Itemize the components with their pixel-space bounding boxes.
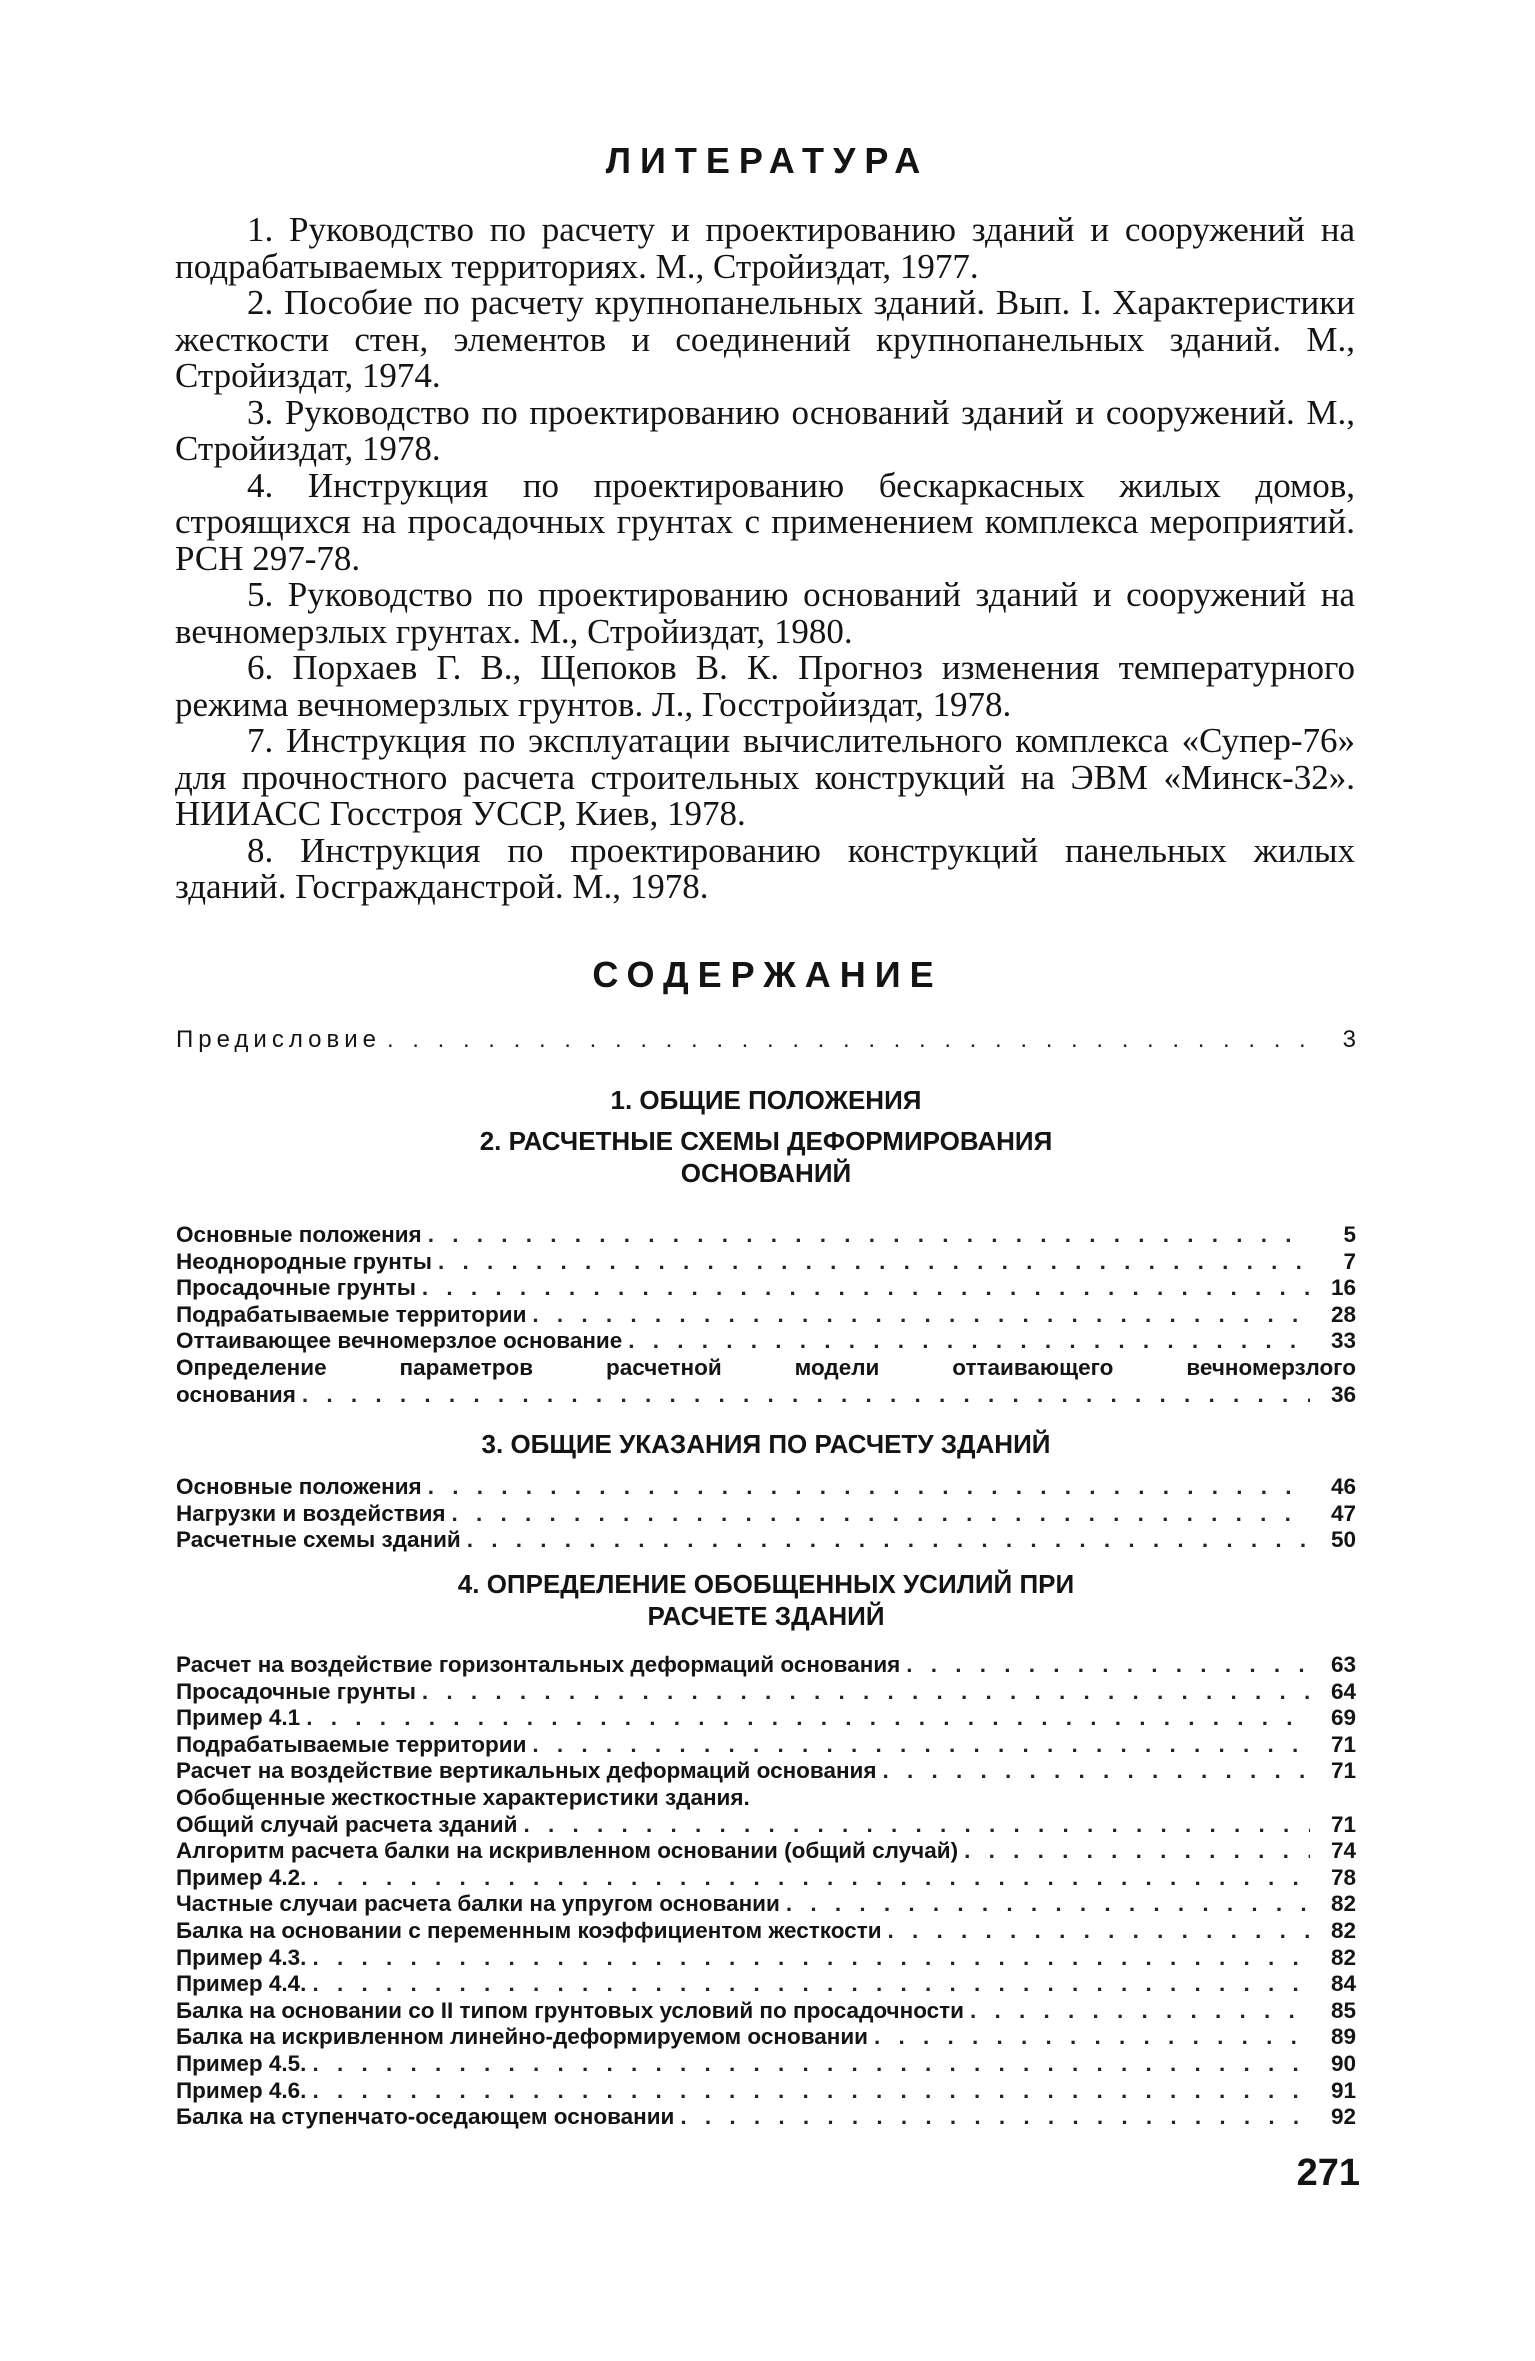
toc-entry-label: Пример 4.3. [176,1944,307,1970]
toc-entry-label: Пример 4.2. [176,1864,307,1890]
toc-entry[interactable] [176,1275,1356,1302]
toc-entry-label: Пример 4.4. [176,1971,307,1997]
toc-entry[interactable] [176,1865,1356,1892]
toc-entry[interactable] [176,1891,1356,1918]
toc-section-3-entries [176,1474,1356,1554]
toc-entry[interactable] [176,1732,1356,1759]
toc-section-heading: 2. РАСЧЕТНЫЕ СХЕМЫ ДЕФОРМИРОВАНИЯ ОСНОВАНИЙ [479,1126,1053,1188]
leader-dots [888,1918,1310,1945]
leader-dots [970,1998,1310,2025]
toc-entry-page: 69 [1330,1705,1356,1731]
toc-entry-page: 46 [1330,1474,1356,1499]
toc-section-2-entries [176,1222,1356,1408]
literature-title: ЛИТЕРАТУРА [605,140,930,181]
toc-entry-page: 89 [1330,2024,1356,2050]
leader-dots [312,2078,1310,2105]
toc-entry[interactable] [176,1998,1356,2025]
toc-entry[interactable] [176,2051,1356,2078]
reference-item: 2. Пособие по расчету крупнопанельных зданий. Вып. I. Характеристики жесткости стен, элементов и соединений крупнопанельных зданий. М., Стройиздат, 1974. [175,283,1355,395]
toc-entry-label: Алгоритм расчета балки на искривленном основании (общий случай) [176,1838,959,1864]
toc-entry-page: 85 [1330,1997,1356,2023]
toc-entry-label: Пример 4.6. [176,2077,307,2103]
toc-entry-page: 7 [1343,1248,1356,1274]
toc-entry-page: 16 [1330,1275,1356,1301]
reference-item: 8. Инструкция по проектированию конструкций панельных жилых зданий. Госгражданстрой. М., 1978. [175,830,1355,906]
toc-entry-page: 84 [1330,1971,1356,1997]
leader-dots [306,1705,1310,1732]
reference-list [175,212,1355,906]
leader-dots [786,1891,1310,1918]
toc-entry[interactable] [176,1302,1356,1329]
toc-entry-label: Пример 4.5. [176,2050,307,2076]
toc-entry[interactable] [176,1679,1356,1706]
toc-entry-page: 78 [1330,1864,1356,1890]
contents-title: СОДЕРЖАНИЕ [592,954,943,995]
toc-entry-page: 50 [1330,1527,1356,1553]
toc-entry[interactable] [176,1652,1356,1679]
leader-dots [628,1328,1310,1355]
toc-entry-page: 28 [1330,1301,1356,1327]
toc-entry-label: Просадочные грунты [176,1678,416,1704]
toc-entry-page: 3 [1342,1026,1356,1053]
toc-entry-label: Подрабатываемые территории [176,1731,527,1757]
toc-entry[interactable] [176,1785,1356,1812]
toc-entry-label: Просадочные грунты [176,1275,416,1301]
toc-entry-page: 74 [1330,1838,1356,1864]
toc-entry-page: 92 [1330,2104,1356,2130]
toc-entry[interactable] [176,1945,1356,1972]
toc-entry-page: 71 [1330,1811,1356,1837]
leader-dots [523,1812,1310,1839]
leader-dots [452,1501,1310,1528]
toc-entry[interactable] [176,1527,1356,1554]
toc-entry[interactable] [176,2078,1356,2105]
toc-section-heading: 3. ОБЩИЕ УКАЗАНИЯ ПО РАСЧЕТУ ЗДАНИЙ [481,1429,1051,1459]
toc-entry[interactable] [176,1474,1356,1501]
toc-entry[interactable] [176,1501,1356,1528]
toc-entry-page: 63 [1330,1652,1356,1677]
toc-entry-label: Балка на искривленном линейно-деформируемом основании [176,2024,869,2050]
toc-entry[interactable] [176,1758,1356,1785]
leader-dots [467,1527,1310,1554]
toc-entry-page: 64 [1330,1678,1356,1704]
toc-entry-label: Основные положения [176,1222,422,1247]
toc-entry-page: 90 [1330,2050,1356,2076]
reference-item: 5. Руководство по проектированию оснований зданий и сооружений на вечномерзлых грунтах. М., Стройиздат, 1980. [175,575,1355,651]
leader-dots [428,1474,1310,1501]
reference-item: 7. Инструкция по эксплуатации вычислительного комплекса «Супер-76» для прочностного расчета строительных конструкций на ЭВМ «Минск-32». НИИАСС Госстроя УССР, Киев, 1978. [175,721,1355,833]
leader-dots [964,1838,1310,1865]
toc-entry-page: 33 [1330,1328,1356,1354]
toc-entry-label: Общий случай расчета зданий [176,1811,518,1837]
leader-dots [302,1382,1310,1409]
toc-entry-label: Расчет на воздействие горизонтальных деформаций основания [176,1652,901,1677]
toc-entry-label: основания [176,1381,296,1407]
toc-entry-label: Балка на основании со II типом грунтовых условий по просадочности [176,1997,965,2023]
toc-entry[interactable] [176,2104,1356,2131]
toc-entry[interactable] [176,2024,1356,2051]
toc-entry-label: Расчетные схемы зданий [176,1527,461,1553]
reference-item: 4. Инструкция по проектированию бескаркасных жилых домов, строящихся на просадочных грунтах с применением комплекса мероприятий. РСН 297-78. [175,465,1355,578]
toc-entry[interactable] [176,1382,1356,1409]
leader-dots [312,1971,1310,1998]
toc-entry-label: Оттаивающее вечномерзлое основание [176,1328,623,1354]
toc-entry-page: 82 [1330,1891,1356,1917]
toc-entry-page: 82 [1330,1944,1356,1970]
reference-item: 3. Руководство по проектированию оснований зданий и сооружений. М., Стройиздат, 1978. [175,392,1355,468]
reference-item: 6. Порхаев Г. В., Щепоков В. К. Прогноз изменения температурного режима вечномерзлых грунтов. Л., Госстройиздат, 1978. [175,648,1355,724]
toc-entry-label: Подрабатываемые территории [176,1301,527,1327]
toc-section-heading: 1. ОБЩИЕ ПОЛОЖЕНИЯ [610,1085,922,1115]
leader-dots [874,2024,1310,2051]
toc-entry-preface[interactable] [176,1023,1356,1057]
toc-entry[interactable] [176,1222,1356,1249]
toc-entry[interactable] [176,1328,1356,1355]
toc-entry-label: Балка на ступенчато-оседающем основании [176,2104,675,2130]
toc-entry[interactable] [176,1918,1356,1945]
toc-entry-page: 91 [1330,2077,1356,2103]
toc-entry-label: Балка на основании с переменным коэффициентом жесткости [176,1917,882,1943]
leader-dots [428,1222,1310,1249]
reference-item: 1. Руководство по расчету и проектированию зданий и сооружений на подрабатываемых территориях. М., Стройиздат, 1977. [175,210,1355,286]
toc-entry-page: 71 [1330,1758,1356,1784]
toc-entry-label: Расчет на воздействие вертикальных деформаций основания [176,1758,877,1784]
leader-dots [312,2051,1310,2078]
toc-entry-label: Определение параметров расчетной модели оттаивающего вечномерзлого [176,1354,1356,1380]
toc-entry-label: Частные случаи расчета балки на упругом основании [176,1891,780,1917]
leader-dots [906,1652,1310,1679]
toc-entry-page: 82 [1330,1917,1356,1943]
toc-section-heading: 4. ОПРЕДЕЛЕНИЕ ОБОБЩЕННЫХ УСИЛИЙ ПРИ РАСЧЕТЕ ЗДАНИЙ [457,1569,1075,1631]
toc-entry-page: 5 [1343,1222,1356,1247]
leader-dots [387,1023,1310,1057]
toc-entry-label: Нагрузки и воздействия [176,1500,446,1526]
toc-entry[interactable] [176,1355,1356,1382]
toc-entry-page: 47 [1330,1500,1356,1526]
leader-dots [532,1302,1310,1329]
leader-dots [680,2104,1310,2131]
toc-entry[interactable] [176,1812,1356,1839]
toc-entry[interactable] [176,1971,1356,1998]
toc-entry-page: 71 [1330,1731,1356,1757]
toc-entry-page: 36 [1330,1381,1356,1407]
leader-dots [883,1758,1310,1785]
leader-dots [422,1679,1310,1706]
leader-dots [312,1945,1310,1972]
toc-entry-label: Предисловие [176,1026,381,1053]
toc-entry[interactable] [176,1838,1356,1865]
leader-dots [438,1249,1310,1276]
page-number: 271 [1296,2152,1360,2194]
leader-dots [312,1865,1310,1892]
toc-section-4-entries [176,1652,1356,2131]
toc-entry[interactable] [176,1705,1356,1732]
toc-entry-label: Обобщенные жесткостные характеристики здания. [176,1784,750,1810]
leader-dots [532,1732,1310,1759]
leader-dots [422,1275,1310,1302]
toc-entry-label: Основные положения [176,1474,422,1499]
toc-entry-label: Неоднородные грунты [176,1248,433,1274]
toc-entry[interactable] [176,1249,1356,1276]
toc-entry-label: Пример 4.1 [176,1705,301,1731]
